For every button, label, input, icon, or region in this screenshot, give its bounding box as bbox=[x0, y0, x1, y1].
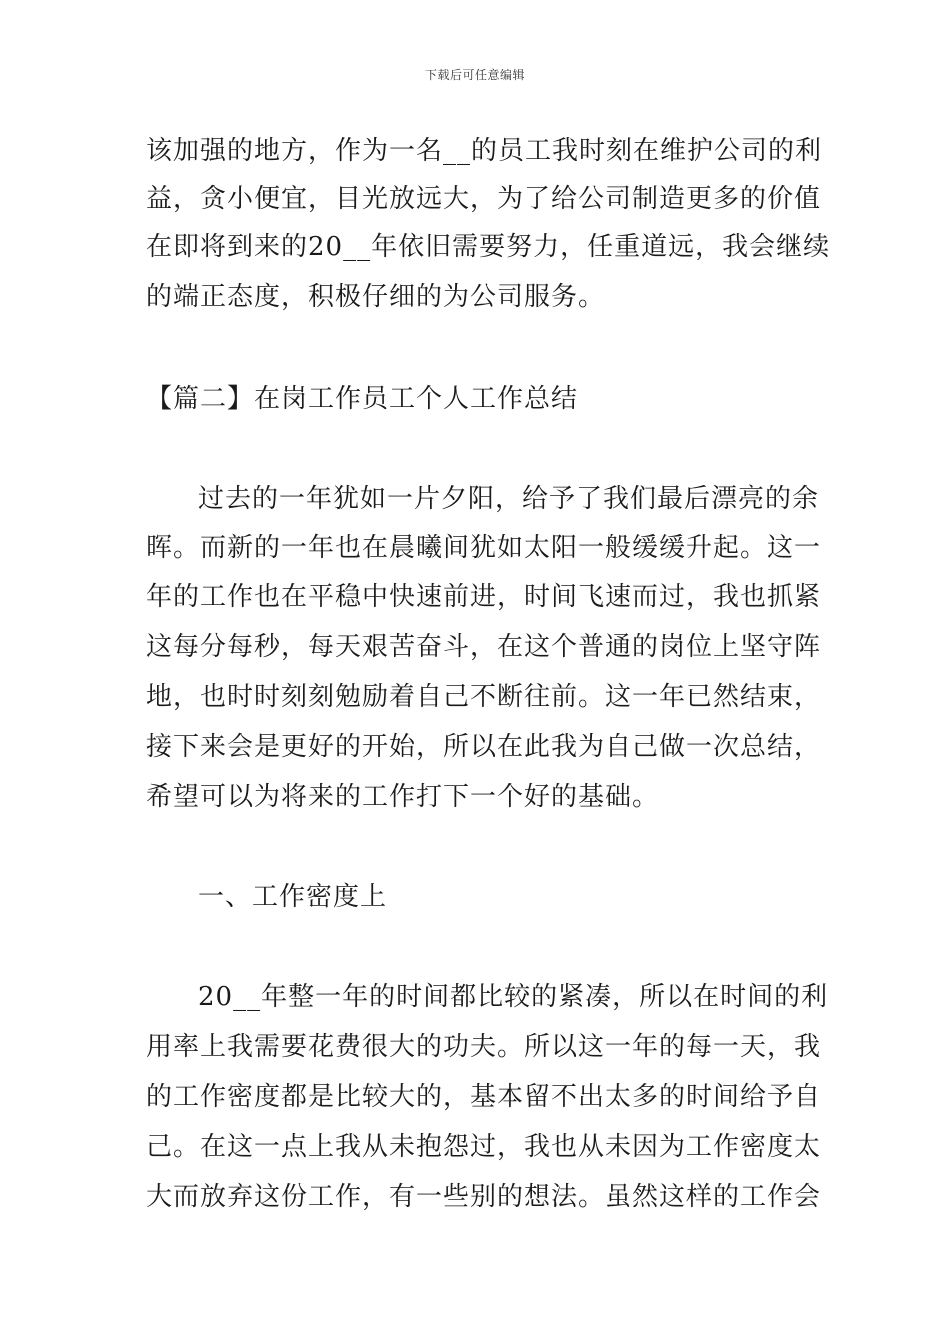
paragraph-line: 接下来会是更好的开始，所以在此我为自己做一次总结， bbox=[146, 732, 822, 762]
paragraph-line: 的端正态度，积极仔细的为公司服务。 bbox=[146, 282, 606, 312]
paragraph-line: 用率上我需要花费很大的功夫。所以这一年的每一天，我 bbox=[146, 1032, 822, 1062]
paragraph-line: 的工作密度都是比较大的，基本留不出太多的时间给予自 bbox=[146, 1082, 822, 1112]
paragraph-line: 在即将到来的20__年依旧需要努力，任重道远，我会继续 bbox=[146, 232, 831, 262]
paragraph-line: 晖。而新的一年也在晨曦间犹如太阳一般缓缓升起。这一 bbox=[146, 533, 822, 563]
paragraph-line: 地，也时时刻刻勉励着自己不断往前。这一年已然结束， bbox=[146, 682, 822, 712]
paragraph-line: 年的工作也在平稳中快速前进，时间飞速而过，我也抓紧 bbox=[146, 582, 822, 612]
paragraph-line: 这每分每秒，每天艰苦奋斗，在这个普通的岗位上坚守阵 bbox=[146, 632, 822, 662]
page-header: 下载后可任意编辑 bbox=[424, 68, 525, 82]
paragraph-line: 20__年整一年的时间都比较的紧凑，所以在时间的利 bbox=[198, 982, 829, 1012]
paragraph-line: 大而放弃这份工作，有一些别的想法。虽然这样的工作会 bbox=[146, 1182, 822, 1212]
paragraph-line: 过去的一年犹如一片夕阳，给予了我们最后漂亮的余 bbox=[198, 484, 820, 514]
section-title: 【篇二】在岗工作员工个人工作总结 bbox=[146, 384, 579, 414]
subheading: 一、工作密度上 bbox=[198, 882, 388, 912]
paragraph-line: 己。在这一点上我从未抱怨过，我也从未因为工作密度太 bbox=[146, 1132, 822, 1162]
paragraph-line: 该加强的地方，作为一名__的员工我时刻在维护公司的利 bbox=[146, 136, 823, 166]
paragraph-line: 益，贪小便宜，目光放远大，为了给公司制造更多的价值 bbox=[146, 184, 822, 214]
paragraph-line: 希望可以为将来的工作打下一个好的基础。 bbox=[146, 782, 660, 812]
